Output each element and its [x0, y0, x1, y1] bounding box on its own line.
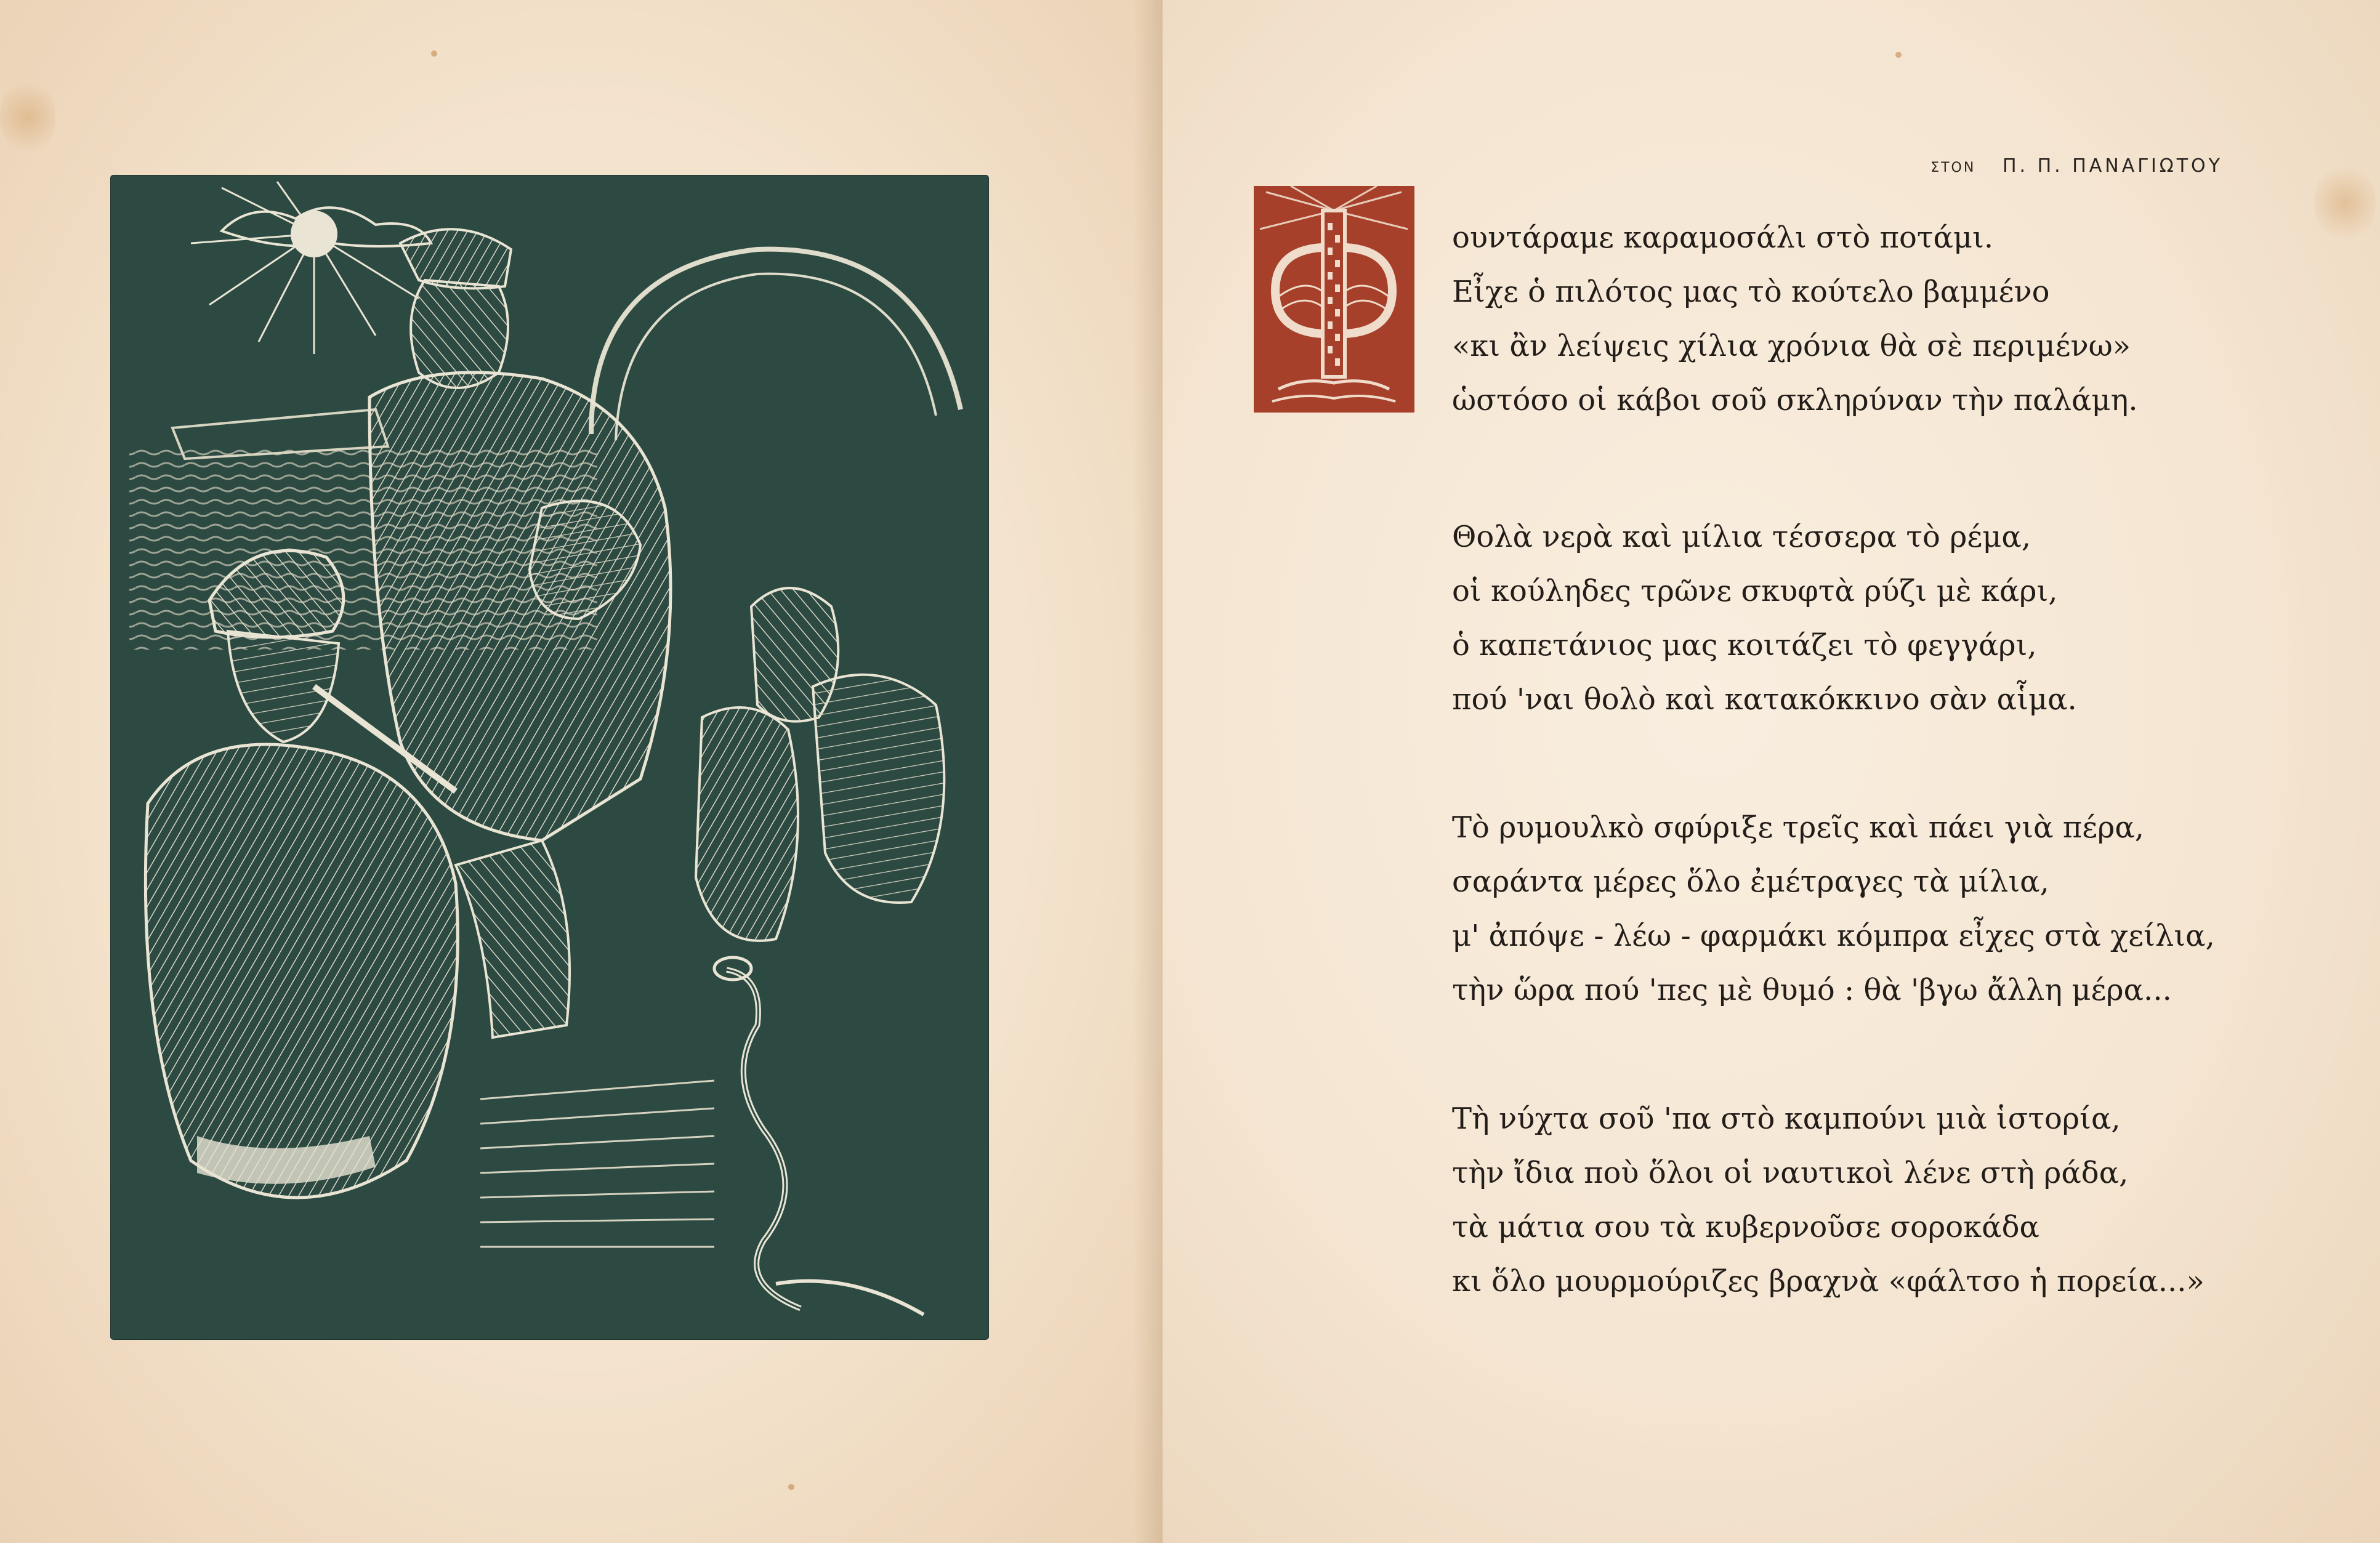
turbaned-body [145, 744, 458, 1198]
poem-line: τὴν ὥρα πού 'πες μὲ θυμό : θὰ 'βγω ἄλλη μέρα... [1452, 973, 2172, 1007]
woodcut-illustration [111, 175, 988, 1339]
cobra-inner [727, 970, 801, 1308]
poem-line: Εἶχε ὁ πιλότος μας τὸ κούτελο βαμμένο [1452, 275, 2050, 309]
sailor-body [369, 373, 671, 840]
poem-line: τὰ μάτια σου τὰ κυβερνοῦσε σοροκάδα [1452, 1210, 2039, 1244]
poem-line: πού 'ναι θολὸ καὶ κατακόκκινο σὰν αἷμα. [1452, 682, 2077, 717]
poem-line: κι ὅλο μουρμούριζες βραχνὰ «φάλτσο ἡ πορεία...» [1452, 1264, 2205, 1299]
dedication [1878, 155, 2223, 177]
coolie-figure [813, 675, 944, 903]
paper-stain [2314, 160, 2376, 246]
ground-hatching [480, 1081, 714, 1247]
poem-line: μ' ἀπόψε - λέω - φαρμάκι κόμπρα εἶχες στὰ χείλια, [1452, 919, 2215, 953]
sun-rays [191, 182, 419, 354]
turbaned-face [228, 631, 339, 742]
poem-line: ὡστόσο οἱ κάβοι σοῦ σκληρύναν τὴν παλάμη. [1452, 383, 2138, 417]
paper-spot [1895, 52, 1902, 58]
cobra [727, 970, 801, 1308]
woodcut-sailors-icon [111, 175, 988, 1339]
dedication-name: Π. Π. ΠΑΝΑΓΙΩΤΟΥ [2002, 155, 2223, 177]
poem-line: Θολὰ νερὰ καὶ μίλια τέσσερα τὸ ρέμα, [1452, 520, 2031, 554]
stanza-1 [1452, 211, 2253, 427]
poem-line: Τὴ νύχτα σοῦ 'πα στὸ καμπούνι μιὰ ἱστορία, [1452, 1102, 2121, 1136]
dedication-lead: ΣΤΟΝ [1930, 160, 1976, 175]
arch [591, 249, 961, 434]
poem-line: Τὸ ρυμουλκὸ σφύριξε τρεῖς καὶ πάει γιὰ πέρα, [1452, 810, 2145, 845]
decorative-initial-phi-icon [1254, 186, 1414, 413]
stanza-2 [1452, 510, 2253, 727]
paper-stain [0, 74, 55, 160]
arch-inner [616, 274, 936, 440]
poem-line: «κι ἂν λείψεις χίλια χρόνια θὰ σὲ περιμένω» [1452, 329, 2131, 363]
poem-line: σαράντα μέρες ὅλο ἐμέτραγες τὰ μίλια, [1452, 864, 2049, 899]
poem-line: ὁ καπετάνιος μας κοιτάζει τὸ φεγγάρι, [1452, 628, 2037, 663]
decorative-initial [1254, 186, 1414, 413]
stanza-3 [1452, 800, 2253, 1017]
coolie-figure [696, 707, 798, 941]
sailor-cap [400, 229, 511, 288]
stanza-4 [1452, 1092, 2253, 1308]
paper-spot [431, 50, 437, 57]
sailor-leg [456, 840, 570, 1037]
poem-line: ουντάραμε καραμοσάλι στὸ ποτάμι. [1452, 220, 1994, 255]
left-page [0, 0, 1163, 1543]
poem-line: οἱ κούληδες τρῶνε σκυφτὰ ρύζι μὲ κάρι, [1452, 574, 2058, 608]
paper-spot [788, 1484, 794, 1490]
poem-line: τὴν ἴδια ποὺ ὅλοι οἱ ναυτικοὶ λένε στὴ ράδα, [1452, 1156, 2129, 1190]
